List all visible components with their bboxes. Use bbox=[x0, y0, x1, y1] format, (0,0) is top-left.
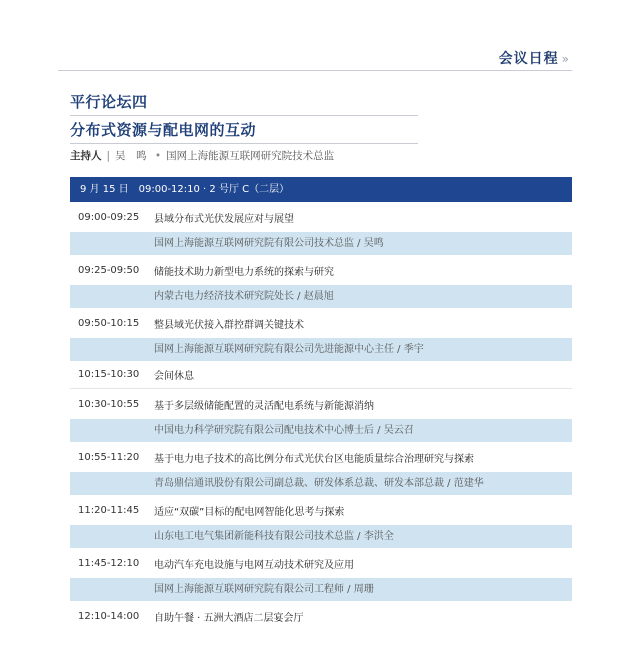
schedule-date: 9 月 15 日 bbox=[80, 184, 129, 195]
host-info bbox=[70, 148, 334, 163]
session-time: 09:50-10:15 bbox=[78, 317, 140, 329]
session-topic: 县域分布式光伏发展应对与展望 bbox=[154, 213, 294, 225]
session-topic: 基于电力电子技术的高比例分布式光伏台区电能质量综合治理研究与探索 bbox=[154, 453, 474, 465]
schedule-header bbox=[70, 177, 572, 202]
agenda-link[interactable] bbox=[499, 48, 570, 68]
host-name: 吴 鸣 bbox=[115, 150, 147, 162]
session-row bbox=[70, 442, 572, 472]
session-row bbox=[70, 202, 572, 232]
session-speaker: 国网上海能源互联网研究院有限公司先进能源中心主任 / 季宇 bbox=[70, 338, 572, 361]
break-row bbox=[70, 361, 572, 389]
bullet-icon: • bbox=[154, 150, 162, 162]
host-affiliation: 国网上海能源互联网研究院技术总监 bbox=[166, 150, 335, 162]
session-row bbox=[70, 548, 572, 578]
session-time: 10:15-10:30 bbox=[78, 369, 140, 380]
session-speaker: 山东电工电气集团新能科技有限公司技术总监 / 李洪全 bbox=[70, 525, 572, 548]
session-topic: 基于多层级储能配置的灵活配电系统与新能源消纳 bbox=[154, 400, 374, 412]
forum-topic: 分布式资源与配电网的互动 bbox=[70, 118, 418, 144]
agenda-label: 会议日程 bbox=[498, 51, 559, 67]
session-time: 10:55-11:20 bbox=[78, 451, 140, 463]
session-topic: 会间休息 bbox=[154, 371, 194, 382]
session-speaker: 国网上海能源互联网研究院有限公司工程师 / 周珊 bbox=[70, 578, 572, 601]
session-speaker: 内蒙古电力经济技术研究院处长 / 赵晨旭 bbox=[70, 285, 572, 308]
forum-title-block bbox=[70, 90, 418, 144]
session-speaker: 国网上海能源互联网研究院有限公司技术总监 / 吴鸣 bbox=[70, 232, 572, 255]
section-nav bbox=[58, 44, 572, 71]
session-time: 11:20-11:45 bbox=[78, 504, 140, 516]
session-time: 09:25-09:50 bbox=[78, 264, 140, 276]
session-time: 11:45-12:10 bbox=[78, 557, 140, 569]
session-topic: 整县域光伏接入群控群调关键技术 bbox=[154, 319, 304, 331]
host-separator: | bbox=[106, 150, 111, 162]
session-topic: 适应“双碳”目标的配电网智能化思考与探索 bbox=[154, 506, 345, 518]
session-time: 12:10-14:00 bbox=[78, 610, 140, 622]
schedule-table bbox=[70, 177, 572, 631]
session-topic: 电动汽车充电设施与电网互动技术研究及应用 bbox=[154, 559, 354, 571]
session-time: 09:00-09:25 bbox=[78, 211, 140, 223]
forum-name: 平行论坛四 bbox=[70, 90, 418, 116]
session-speaker: 青岛鼎信通讯股份有限公司副总裁、研发体系总裁、研发本部总裁 / 范建华 bbox=[70, 472, 572, 495]
schedule-time-venue: 09:00-12:10 · 2 号厅 C（二层） bbox=[138, 184, 290, 195]
double-chevron-right-icon: » bbox=[561, 52, 570, 66]
session-speaker: 中国电力科学研究院有限公司配电技术中心博士后 / 吴云召 bbox=[70, 419, 572, 442]
session-topic: 储能技术助力新型电力系统的探索与研究 bbox=[154, 266, 334, 278]
session-time: 10:30-10:55 bbox=[78, 398, 140, 410]
session-row bbox=[70, 308, 572, 338]
session-row bbox=[70, 255, 572, 285]
session-row bbox=[70, 495, 572, 525]
host-label: 主持人 bbox=[70, 150, 102, 162]
session-row bbox=[70, 389, 572, 419]
session-topic: 自助午餐 · 五洲大酒店二层宴会厅 bbox=[154, 612, 304, 624]
lunch-row bbox=[70, 601, 572, 631]
